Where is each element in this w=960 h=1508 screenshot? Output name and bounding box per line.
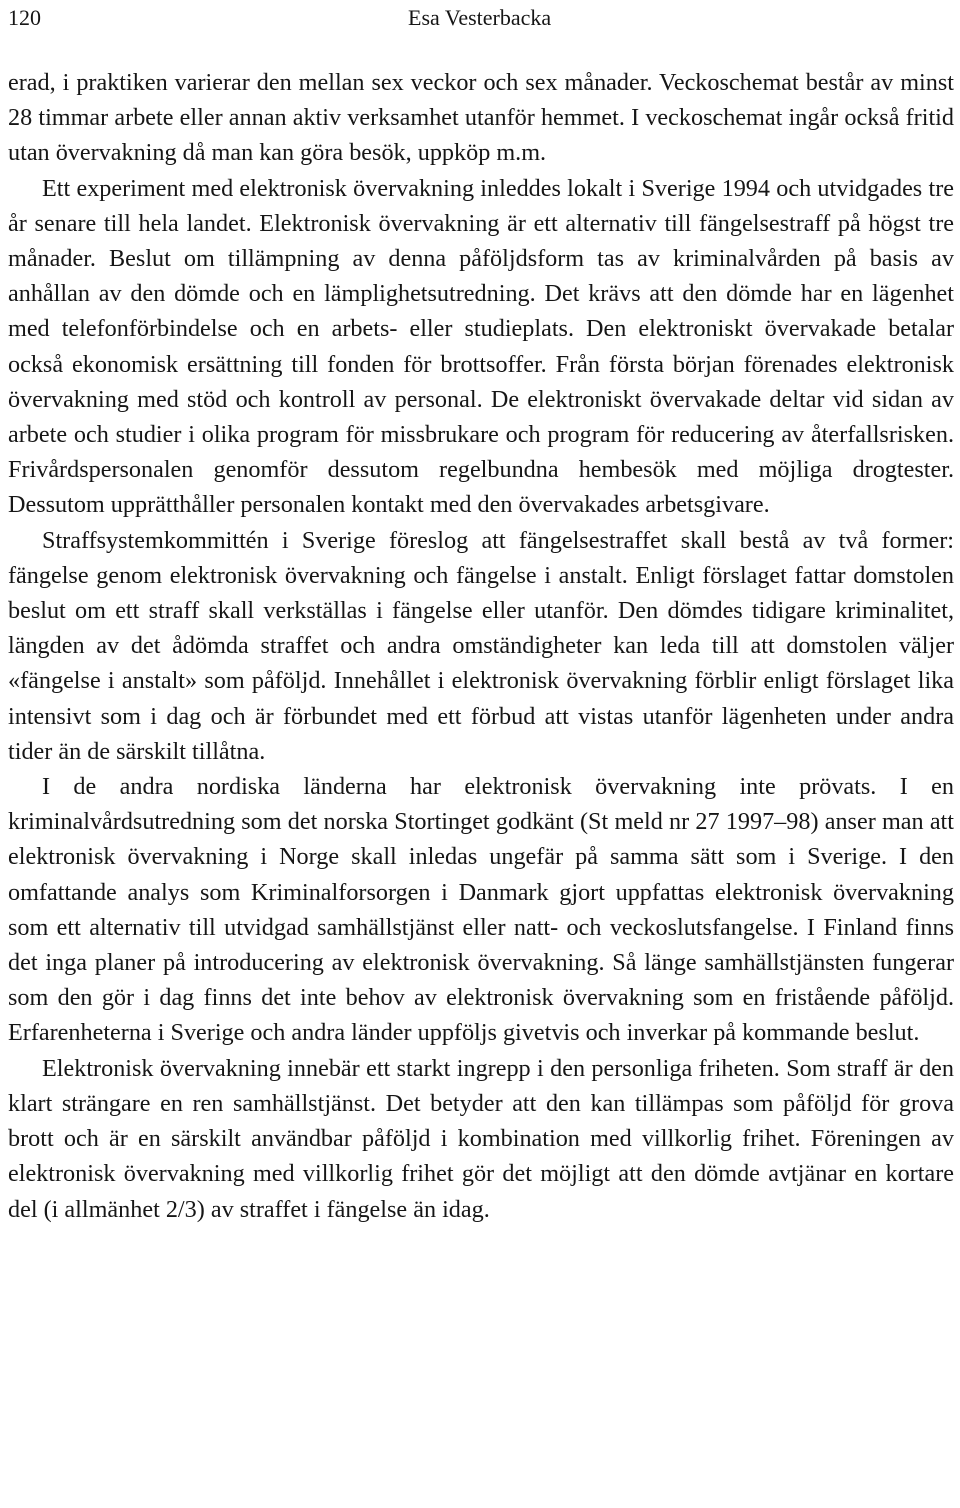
paragraph-4: I de andra nordiska länderna har elektronisk övervakning inte prövats. I en kriminalvårdsutredning som det norska Stortinget godkänt (St meld nr 27 1997–98) anser man att elektronisk övervakning i Norge skall inledas ungefär på samma sätt som i Sverige. I den omfattande analys som Kriminalforsorgen i Danmark gjort uppfattas elektronisk övervakning som ett alternativ till utvidgad samhällstjänst eller natt- och veckoslutsfangelse. I Finland finns det inga planer på introducering av elektronisk övervakning. Så länge samhällstjänsten fungerar som den gör i dag finns det inte behov av elektronisk övervakning som en fristående påföljd. Erfarenheterna i Sverige och andra länder uppföljs givetvis och inverkar på kommande beslut. — [8, 773, 954, 1047]
body-text — [8, 65, 954, 1227]
running-title: Esa Vesterbacka — [408, 5, 552, 30]
paragraph-1: erad, i praktiken varierar den mellan sex veckor och sex månader. Veckoschemat består av minst 28 timmar arbete eller annan aktiv verksamhet utanför hemmet. I veckoschemat ingår också fritid utan övervakning då man kan göra besök, uppköp m.m. — [8, 69, 954, 167]
page-number: 120 — [8, 5, 41, 30]
document-page — [8, 0, 954, 1227]
paragraph-5: Elektronisk övervakning innebär ett starkt ingrepp i den personliga friheten. Som straff är den klart strängare en ren samhällstjänst. Det betyder att den kan tillämpas som påföljd för grova brott och är en särskilt användbar påföljd i kombination med villkorlig frihet. Föreningen av elektronisk övervakning med villkorlig frihet gör det möjligt att den dömde avtjänar en kortare del (i allmänhet 2/3) av straffet i fängelse än idag. — [8, 1054, 954, 1223]
paragraph-2: Ett experiment med elektronisk övervakning inleddes lokalt i Sverige 1994 och utvidgades tre år senare till hela landet. Elektronisk övervakning är ett alternativ till fängelsestraff på högst tre månader. Beslut om tillämpning av denna påföljdsform tas av kriminalvården på basis av anhållan av den dömde och en lämplighetsutredning. Det krävs att den dömde har en lägenhet med telefonförbindelse och en arbets- eller studieplats. Den elektroniskt övervakade betalar också ekonomisk ersättning till fonden för brottsoffer. Från första början förenades elektronisk övervakning med stöd och kontroll av personal. De elektroniskt övervakade deltar vid sidan av arbete och studier i olika program för missbrukare och program för reducering av återfallsrisken. Frivårdspersonalen genomför dessutom regelbundna hembesök med möjliga drogtester. Dessutom upprätthåller personalen kontakt med den övervakades arbetsgivare. — [8, 174, 954, 519]
running-header — [8, 3, 954, 33]
paragraph-3: Straffsystemkommittén i Sverige föreslog att fängelsestraffet skall bestå av två former: fängelse genom elektronisk övervakning och fängelse i anstalt. Enligt förslaget fattar domstolen beslut om ett straff skall verkställas i fängelse eller utanför. Den dömdes tidigare kriminalitet, längden av det ådömda straffet och andra omständigheter kan leda till att domstolen väljer «fängelse i anstalt» som påföljd. Innehållet i elektronisk övervakning förblir enligt förslaget lika intensivt som i dag och är förbundet med ett förbud att vistas utanför lägenheten under andra tider än de särskilt tillåtna. — [8, 526, 954, 765]
